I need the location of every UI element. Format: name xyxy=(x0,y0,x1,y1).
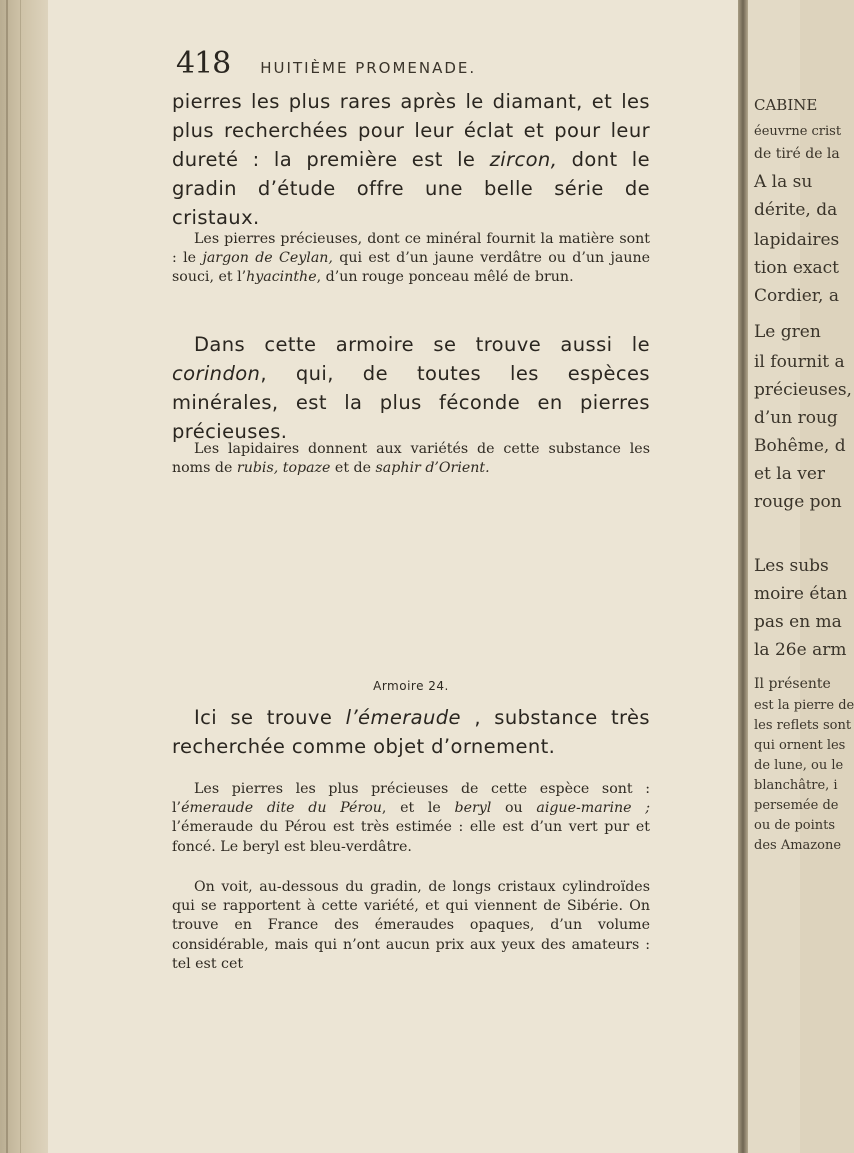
facing-line: Il présente xyxy=(754,676,831,692)
facing-line: est la pierre de xyxy=(754,698,854,713)
facing-line: Le gren xyxy=(754,322,821,342)
page-number: 418 xyxy=(176,46,231,81)
facing-line: il fournit a xyxy=(754,352,845,372)
facing-line: la 26e arm xyxy=(754,640,847,660)
facing-line: éeuvrne crist xyxy=(754,124,842,139)
paragraph-7: On voit, au-dessous du gradin, de longs cristaux cylindroïdes qui se rapportent à cette variété, et qui viennent de Sibérie. On trouve en France des émeraudes opaques, d’un volume considérable, mais qui n’ont aucun prix aux yeux des amateurs : tel est cet xyxy=(172,879,650,972)
facing-line: d’un roug xyxy=(754,408,838,428)
facing-line: persemée de xyxy=(754,798,839,813)
facing-line: qui ornent les xyxy=(754,738,846,753)
paragraph-1: pierres les plus rares après le diamant, et les plus recherchées pour leur éclat et pour leur dureté : la première est le zircon, dont le gradin d’étude offre une belle série de cristaux. xyxy=(172,90,650,229)
facing-line: Cordier, a xyxy=(754,286,839,306)
paragraph-2: Les pierres précieuses, dont ce minéral fournit la matière sont : le jargon de Ceylan, qui est d’un jaune verdâtre ou d’un jaune souci, et l’hyacinthe, d’un rouge ponceau mêlé de brun. xyxy=(172,231,651,286)
facing-line: dérite, da xyxy=(754,200,838,220)
facing-line: blanchâtre, i xyxy=(754,778,838,793)
running-head: HUITIÈME PROMENADE. xyxy=(260,59,477,77)
facing-line: A la su xyxy=(754,172,813,192)
facing-line: de lune, ou le xyxy=(754,758,844,773)
facing-line: des Amazone xyxy=(754,838,842,853)
facing-line: lapidaires xyxy=(754,230,840,250)
page-header xyxy=(176,46,476,81)
facing-line: ou de points xyxy=(754,818,836,833)
facing-line: moire étan xyxy=(754,584,848,604)
facing-line: pas en ma xyxy=(754,612,842,632)
section-caption: Armoire 24. xyxy=(373,679,449,693)
paragraph-5: Ici se trouve l’émeraude , substance très recherchée comme objet d’ornement. xyxy=(172,706,650,758)
left-gutter xyxy=(0,0,48,1153)
facing-line: et la ver xyxy=(754,464,826,484)
facing-line: de tiré de la xyxy=(754,146,840,162)
binding-fold xyxy=(738,0,748,1153)
paragraph-3: Dans cette armoire se trouve aussi le corindon, qui, de toutes les espèces minérales, est la plus féconde en pierres précieuses. xyxy=(172,333,650,443)
facing-line: Les subs xyxy=(754,556,829,576)
facing-line: tion exact xyxy=(754,258,839,278)
facing-line: CABINE xyxy=(754,96,818,114)
paragraph-4: Les lapidaires donnent aux variétés de cette substance les noms de rubis, topaze et de saphir d’Orient. xyxy=(172,441,650,477)
facing-page-fragment xyxy=(748,0,854,1153)
facing-line: les reflets sont xyxy=(754,718,852,733)
paragraph-6: Les pierres les plus précieuses de cette espèce sont : l’émeraude dite du Pérou, et le beryl ou aigue-marine ; l’émeraude du Pérou est très estimée : elle est d’un vert pur et foncé. Le beryl est bleu-verdâtre. xyxy=(172,781,650,855)
facing-line: Bohême, d xyxy=(754,436,846,456)
facing-line: précieuses, xyxy=(754,380,852,400)
facing-line: rouge pon xyxy=(754,492,842,512)
